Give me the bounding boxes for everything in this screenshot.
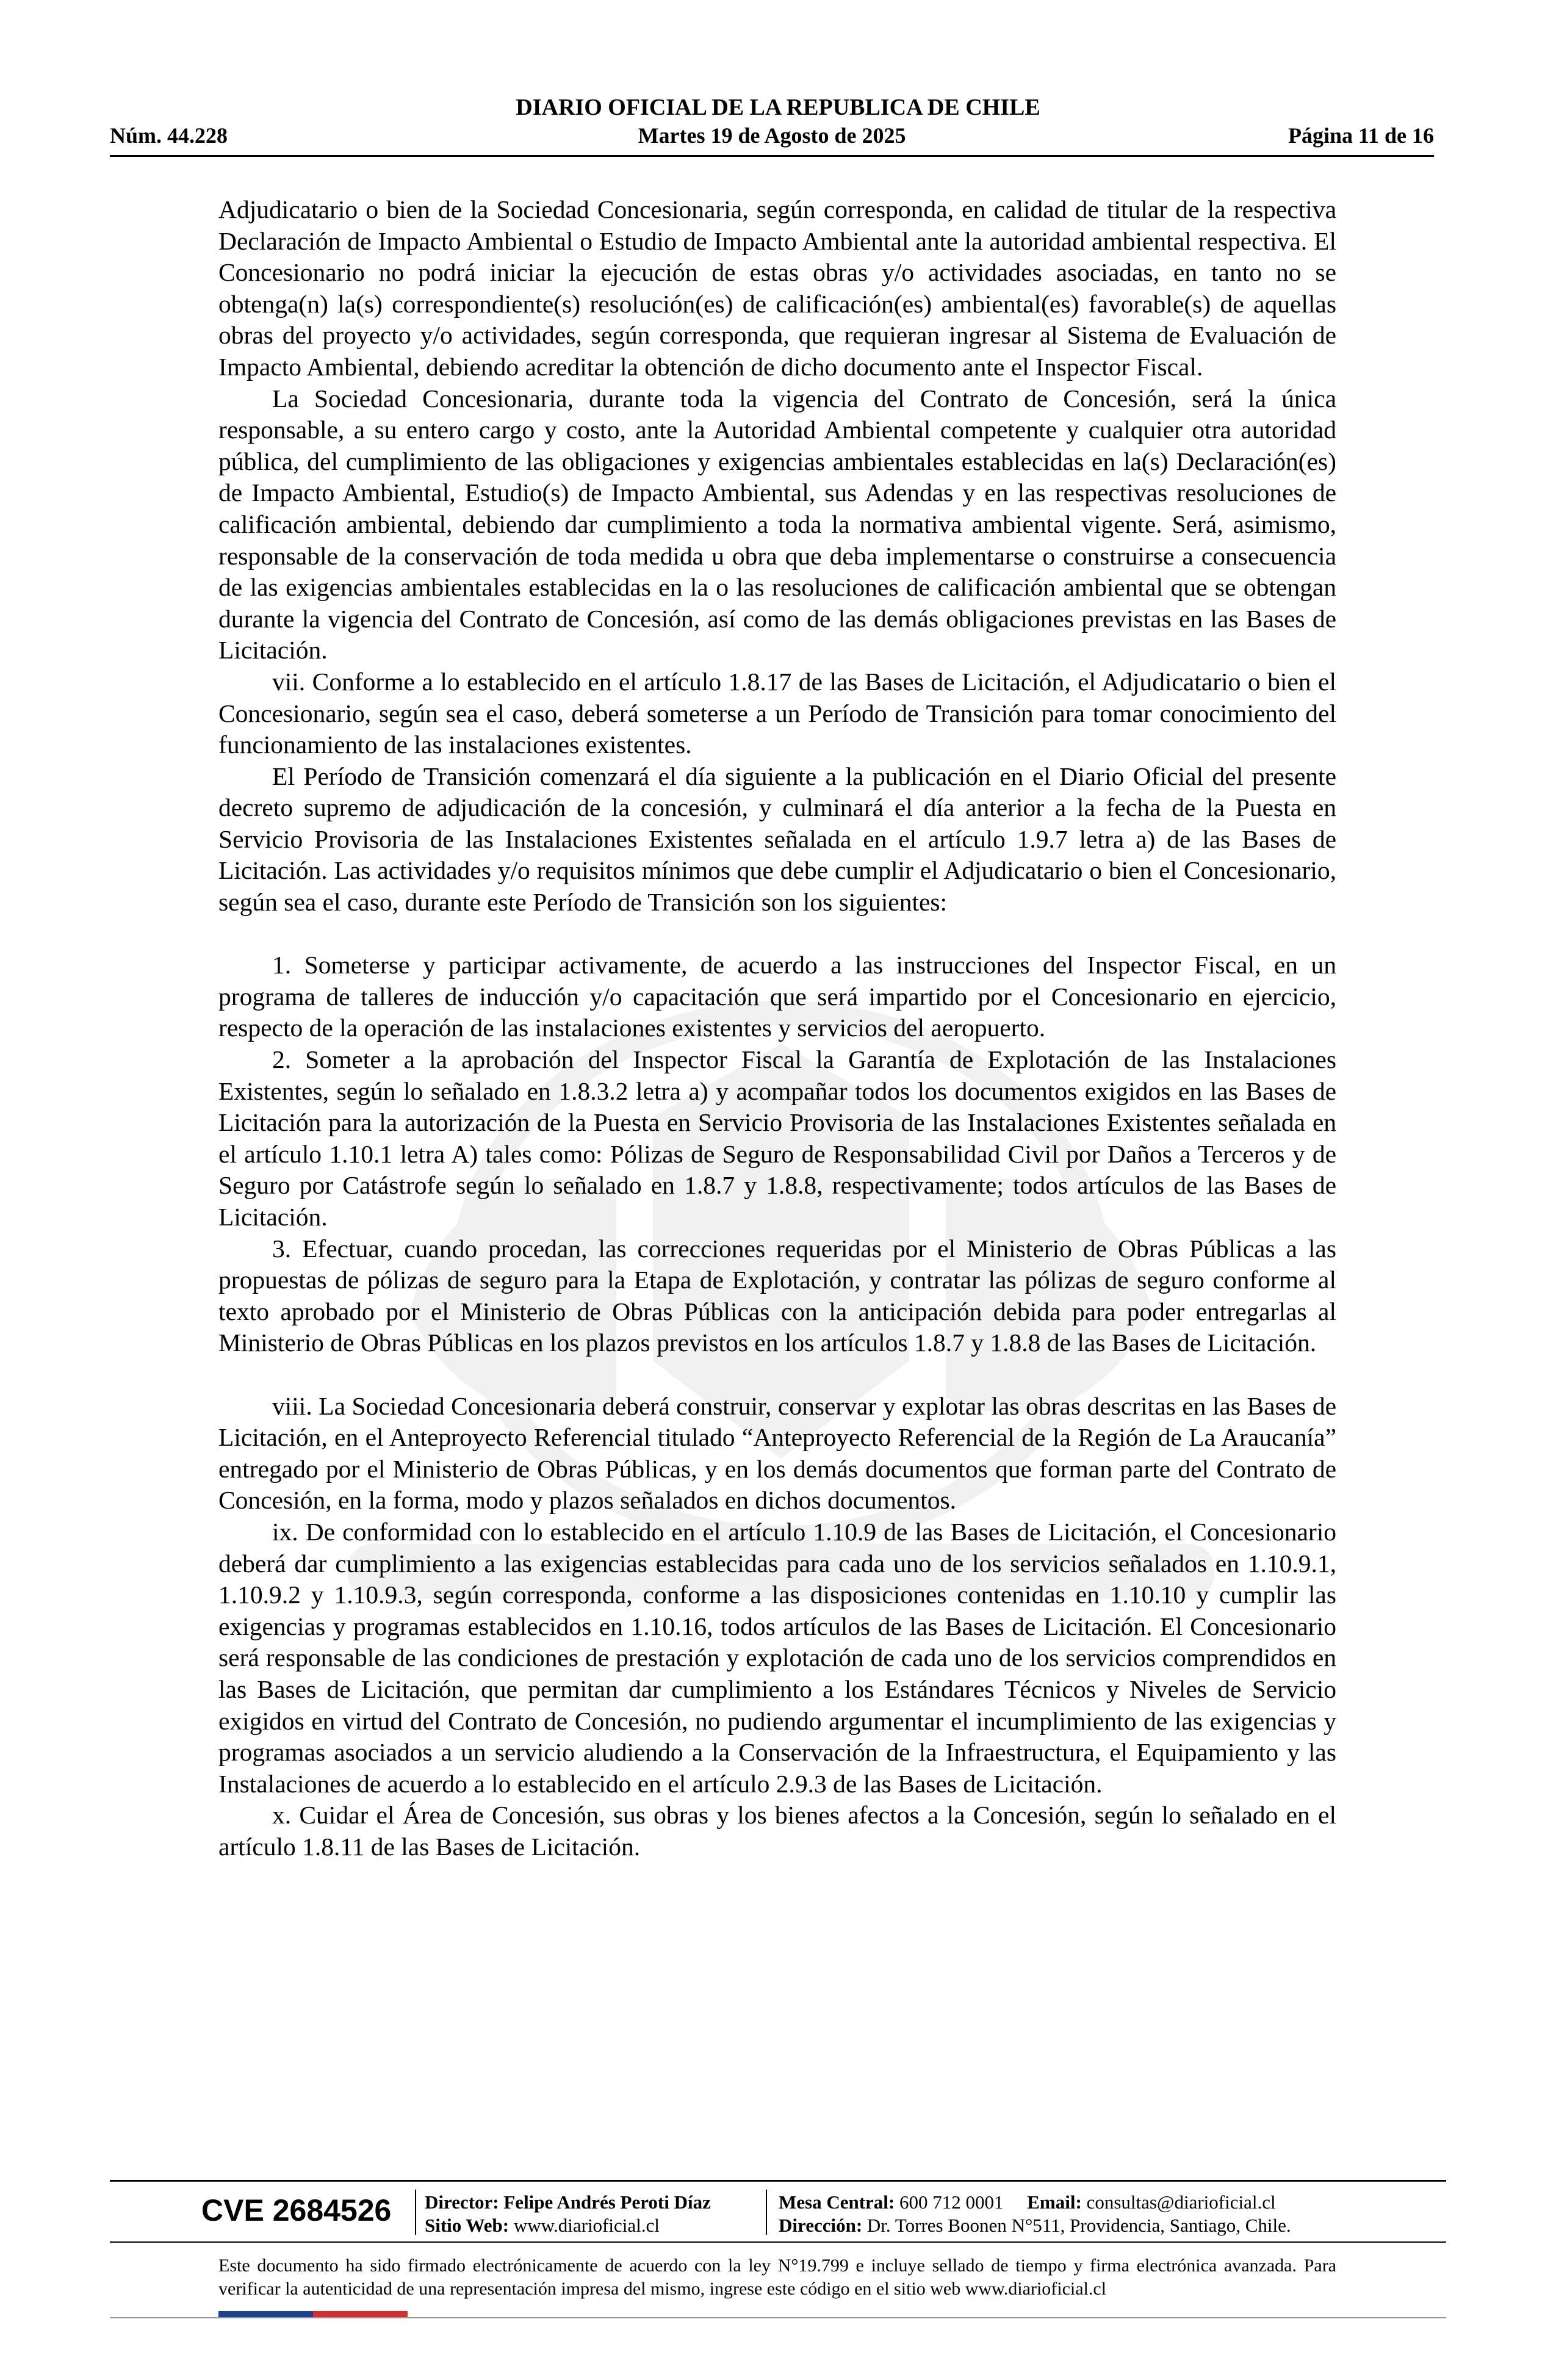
director-label: Director: — [425, 2191, 499, 2213]
spacer — [218, 1359, 1336, 1391]
paragraph-x: x. Cuidar el Área de Concesión, sus obras y los bienes afectos a la Concesión, según lo señalado en el artículo 1.8.11 de las Bases de Licitación. — [218, 1801, 1336, 1861]
paragraph-transition-period: El Período de Transición comenzará el día siguiente a la publicación en el Diario Oficial del presente decreto supremo de adjudicación de la concesión, y culminará el día anterior a la fecha de la Puesta en Servicio Provisoria de las Instalaciones Existentes señalada en el artículo 1.9.7 letra a) de las Bases de Licitación. Las actividades y/o requisitos mínimos que debe cumplir el Adjudicatario o bien el Concesionario, según sea el caso, durante este Período de Transición son los siguientes: — [218, 762, 1336, 917]
footer-divider — [110, 2180, 1446, 2182]
phone-label: Mesa Central: — [779, 2191, 895, 2213]
list-item-1: 1. Someterse y participar activamente, de acuerdo a las instrucciones del Inspector Fiscal, en un programa de talleres de inducción y/o capacitación que será impartido por el Concesionario en ejercicio, respecto de la operación de las instalaciones existentes y servicios del aeropuerto. — [218, 951, 1336, 1042]
footer-separator — [415, 2190, 416, 2235]
paragraph-viii: viii. La Sociedad Concesionaria deberá construir, conservar y explotar las obras descritas en las Bases de Licitación, en el Anteproyecto Referencial titulado “Anteproyecto Referencial de la Región de La Araucanía” entregado por el Ministerio de Obras Públicas, y en los demás documentos que forman parte del Contrato de Concesión, en la forma, modo y plazos señalados en dichos documentos. — [218, 1391, 1336, 1515]
website-label: Sitio Web: — [425, 2215, 510, 2236]
phone-number: 600 712 0001 — [899, 2191, 1004, 2213]
website-line — [425, 2214, 660, 2237]
website-link[interactable]: www.diarioficial.cl — [513, 2215, 660, 2236]
footer-bottom-divider — [110, 2317, 1446, 2318]
flag-blue-segment — [218, 2311, 313, 2317]
page-indicator: Página 11 de 16 — [1288, 123, 1434, 148]
paragraph-ix: ix. De conformidad con lo establecido en el artículo 1.10.9 de las Bases de Licitación, el Concesionario deberá dar cumplimiento a las exigencias establecidas para cada uno de los servicios señalados en 1.10.9.1, 1.10.9.2 y 1.10.9.3, según corresponda, conforme a las disposiciones contenidas en 1.10.10 y cumplir las exigencias y programas establecidos en 1.10.16, todos artículos de las Bases de Licitación. El Concesionario será responsable de las condiciones de prestación y explotación de cada uno de los servicios comprendidos en las Bases de Licitación, que permitan dar cumplimiento a los Estándares Técnicos y Niveles de Servicio exigidos en virtud del Contrato de Concesión, no pudiendo argumentar el incumplimiento de las exigencias y programas asociados a un servicio aludiendo a la Conservación de la Infraestructura, el Equipamiento y las Instalaciones de acuerdo a lo establecido en el artículo 2.9.3 de las Bases de Licitación. — [218, 1517, 1336, 1798]
footer-separator — [766, 2190, 767, 2235]
header-row — [110, 122, 1434, 149]
contact-line — [779, 2191, 1276, 2214]
cve-code: CVE 2684526 — [201, 2193, 392, 2227]
issue-number: Núm. 44.228 — [110, 123, 228, 148]
paragraph-vii: vii. Conforme a lo establecido en el artículo 1.8.17 de las Bases de Licitación, el Adjudicatario o bien el Concesionario, según sea el caso, deberá someterse a un Período de Transición para tomar conocimiento del funcionamiento de las instalaciones existentes. — [218, 667, 1336, 759]
email-label: Email: — [1027, 2191, 1082, 2213]
signature-note-text: Este documento ha sido firmado electrónicamente de acuerdo con la ley N°19.799 e incluye sellado de tiempo y firma electrónica avanzada. Para verificar la autenticidad de una representación impresa del mismo, ingrese este código en el sitio web www.diarioficial.cl — [218, 2256, 1336, 2299]
director-line — [425, 2191, 711, 2214]
spacer — [218, 918, 1336, 950]
flag-stripe — [218, 2311, 408, 2317]
signature-note — [218, 2254, 1336, 2301]
address-label: Dirección: — [779, 2215, 863, 2236]
document-body — [218, 194, 1336, 1863]
flag-red-segment — [313, 2311, 408, 2317]
address-value: Dr. Torres Boonen N°511, Providencia, Santiago, Chile. — [866, 2215, 1291, 2236]
header-divider — [110, 155, 1434, 157]
issue-date: Martes 19 de Agosto de 2025 — [638, 123, 906, 148]
director-name: Felipe Andrés Peroti Díaz — [503, 2191, 711, 2213]
newspaper-title: DIARIO OFICIAL DE LA REPUBLICA DE CHILE — [516, 95, 1040, 120]
list-item-2: 2. Someter a la aprobación del Inspector Fiscal la Garantía de Explotación de las Instalaciones Existentes, según lo señalado en 1.8.3.2 letra a) y acompañar todos los documentos exigidos en las Bases de Licitación para la autorización de la Puesta en Servicio Provisoria de las Instalaciones Existentes señalada en el artículo 1.10.1 letra A) tales como: Pólizas de Seguro de Responsabilidad Civil por Daños a Terceros y de Seguro por Catástrofe según lo señalado en 1.8.7 y 1.8.8, respectivamente; todos artículos de las Bases de Licitación. — [218, 1045, 1336, 1231]
paragraph-environmental-responsibility: La Sociedad Concesionaria, durante toda la vigencia del Contrato de Concesión, será la única responsable, a su entero cargo y costo, ante la Autoridad Ambiental competente y cualquier otra autoridad pública, del cumplimiento de las obligaciones y exigencias ambientales establecidas en la(s) Declaración(es) de Impacto Ambiental, Estudio(s) de Impacto Ambiental, sus Adendas y en las respectivas resoluciones de calificación ambiental, debiendo dar cumplimiento a toda la normativa ambiental vigente. Será, asimismo, responsable de la conservación de toda medida u obra que deba implementarse o construirse a consecuencia de las exigencias ambientales establecidas en la o las resoluciones de calificación ambiental que se obtengan durante la vigencia del Contrato de Concesión, así como de las demás obligaciones previstas en las Bases de Licitación. — [218, 384, 1336, 665]
paragraph-continuation: Adjudicatario o bien de la Sociedad Concesionaria, según corresponda, en calidad de titular de la respectiva Declaración de Impacto Ambiental o Estudio de Impacto Ambiental ante la autoridad ambiental respectiva. El Concesionario no podrá iniciar la ejecución de estas obras y/o actividades asociadas, en tanto no se obtenga(n) la(s) correspondiente(s) resolución(es) de calificación(es) ambiental(es) favorable(s) de aquellas obras del proyecto y/o actividades, según corresponda, que requieran ingresar al Sistema de Evaluación de Impacto Ambiental, debiendo acreditar la obtención de dicho documento ante el Inspector Fiscal. — [218, 195, 1336, 381]
list-item-3: 3. Efectuar, cuando procedan, las correcciones requeridas por el Ministerio de Obras Públicas a las propuestas de pólizas de seguro para la Etapa de Explotación, y contratar las pólizas de seguro conforme al texto aprobado por el Ministerio de Obras Públicas con la anticipación debida para poder entregarlas al Ministerio de Obras Públicas en los plazos previstos en los artículos 1.8.7 y 1.8.8 de las Bases de Licitación. — [218, 1234, 1336, 1357]
footer-divider — [110, 2241, 1446, 2243]
address-line — [779, 2214, 1291, 2237]
email-link[interactable]: consultas@diarioficial.cl — [1086, 2191, 1276, 2213]
